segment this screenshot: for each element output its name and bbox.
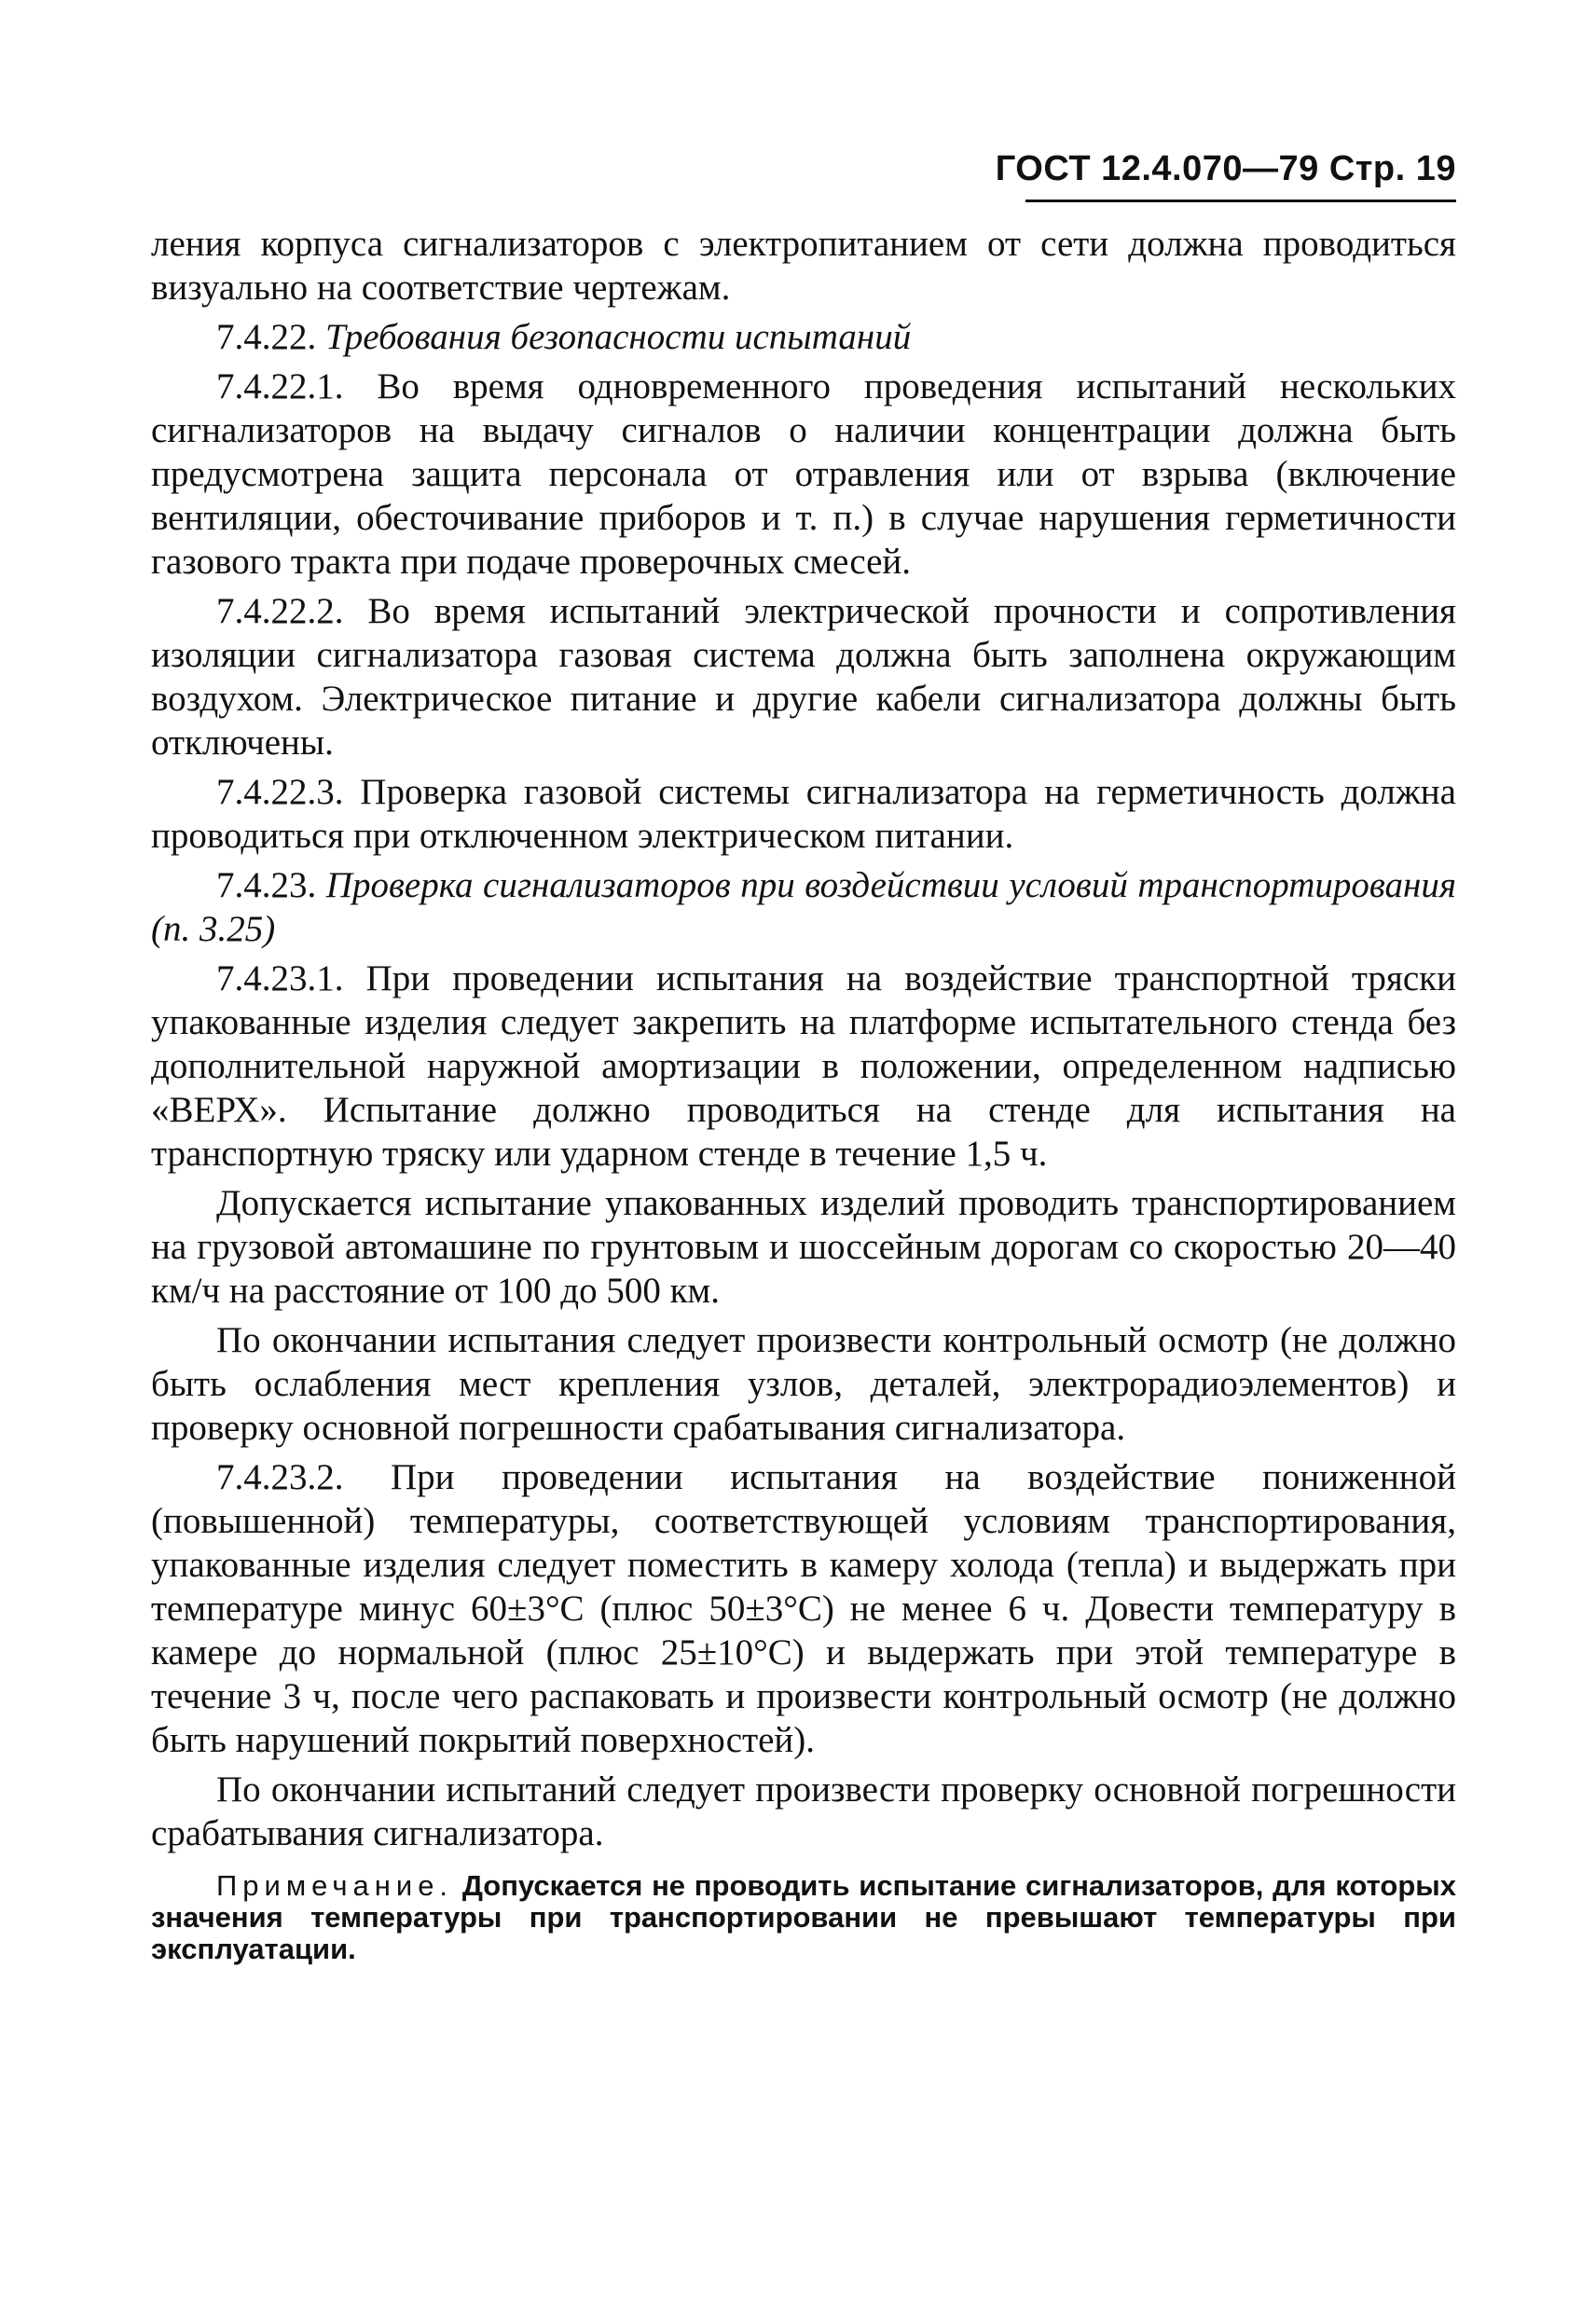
paragraph-final-check: По окончании испытаний следует произвести проверку основной погрешности срабатывания сигнализатора. <box>151 1769 1456 1853</box>
header-divider <box>1025 200 1456 202</box>
note-text: Допускается не проводить испытание сигнализаторов, для которых значения температуры при транспортировании не превышают температуры при эксплуатации. <box>151 1869 1457 1965</box>
section-heading-7-4-22 <box>151 315 1456 359</box>
paragraph-after-test-check: По окончании испытания следует произвести контрольный осмотр (не должно быть ослабления мест крепления узлов, деталей, электрорадиоэлементов) и проверку основной погрешности срабатывания сигнализатора. <box>151 1320 1456 1448</box>
paragraph-7-4-22-1: 7.4.22.1. Во время одновременного проведения испытаний нескольких сигнализаторов на выдачу сигналов о наличии концентрации должна быть предусмотрена защита персонала от отравления или от взрыва (включение вентиляции, обесточивание приборов и т. п.) в случае нарушения герметичности газового тракта при подаче проверочных смесей. <box>151 366 1456 582</box>
running-header: ГОСТ 12.4.070—79 Стр. 19 <box>995 149 1456 188</box>
section-number: 7.4.23. <box>216 865 317 905</box>
page-body <box>151 222 1456 1965</box>
section-number: 7.4.22. <box>216 317 317 357</box>
section-title: Проверка сигнализаторов при воздействии условий транспортирования (п. 3.25) <box>151 865 1457 949</box>
paragraph-7-4-23-1: 7.4.23.1. При проведении испытания на воздействие транспортной тряски упакованные изделия следует закрепить на платформе испытательного стенда без дополнительной наружной амортизации в положении, определенном надписью «ВЕРХ». Испытание должно проводиться на стенде для испытания на транспортную тряску или ударном стенде в течение 1,5 ч. <box>151 958 1456 1174</box>
paragraph-7-4-23-2: 7.4.23.2. При проведении испытания на воздействие пониженной (повышенной) температуры, соответствующей условиям транспортирования, упакованные изделия следует поместить в камеру холода (тепла) и выдержать при температуре минус 60±3°С (плюс 50±3°С) не менее 6 ч. Довести температуру в камере до нормальной (плюс 25±10°С) и выдержать при этой температуре в течение 3 ч, после чего распаковать и произвести контрольный осмотр (не должно быть нарушений покрытий поверхностей). <box>151 1457 1456 1760</box>
section-title: Требования безопасности испытаний <box>325 317 912 357</box>
paragraph-7-4-22-3: 7.4.22.3. Проверка газовой системы сигнализатора на герметичность должна проводиться при отключенном электрическом питании. <box>151 772 1456 856</box>
section-heading-7-4-23 <box>151 863 1456 951</box>
note-label: Примечание. <box>216 1869 454 1902</box>
paragraph-continuation: ления корпуса сигнализаторов с электропитанием от сети должна проводиться визуально на соответствие чертежам. <box>151 224 1456 308</box>
paragraph-transport-allowed: Допускается испытание упакованных изделий проводить транспортированием на грузовой автомашине по грунтовым и шоссейным дорогам со скоростью 20—40 км/ч на расстояние от 100 до 500 км. <box>151 1183 1456 1311</box>
paragraph-7-4-22-2: 7.4.22.2. Во время испытаний электрической прочности и сопротивления изоляции сигнализатора газовая система должна быть заполнена окружающим воздухом. Электрическое питание и другие кабели сигнализатора должны быть отключены. <box>151 591 1456 763</box>
note-block <box>151 1870 1456 1965</box>
